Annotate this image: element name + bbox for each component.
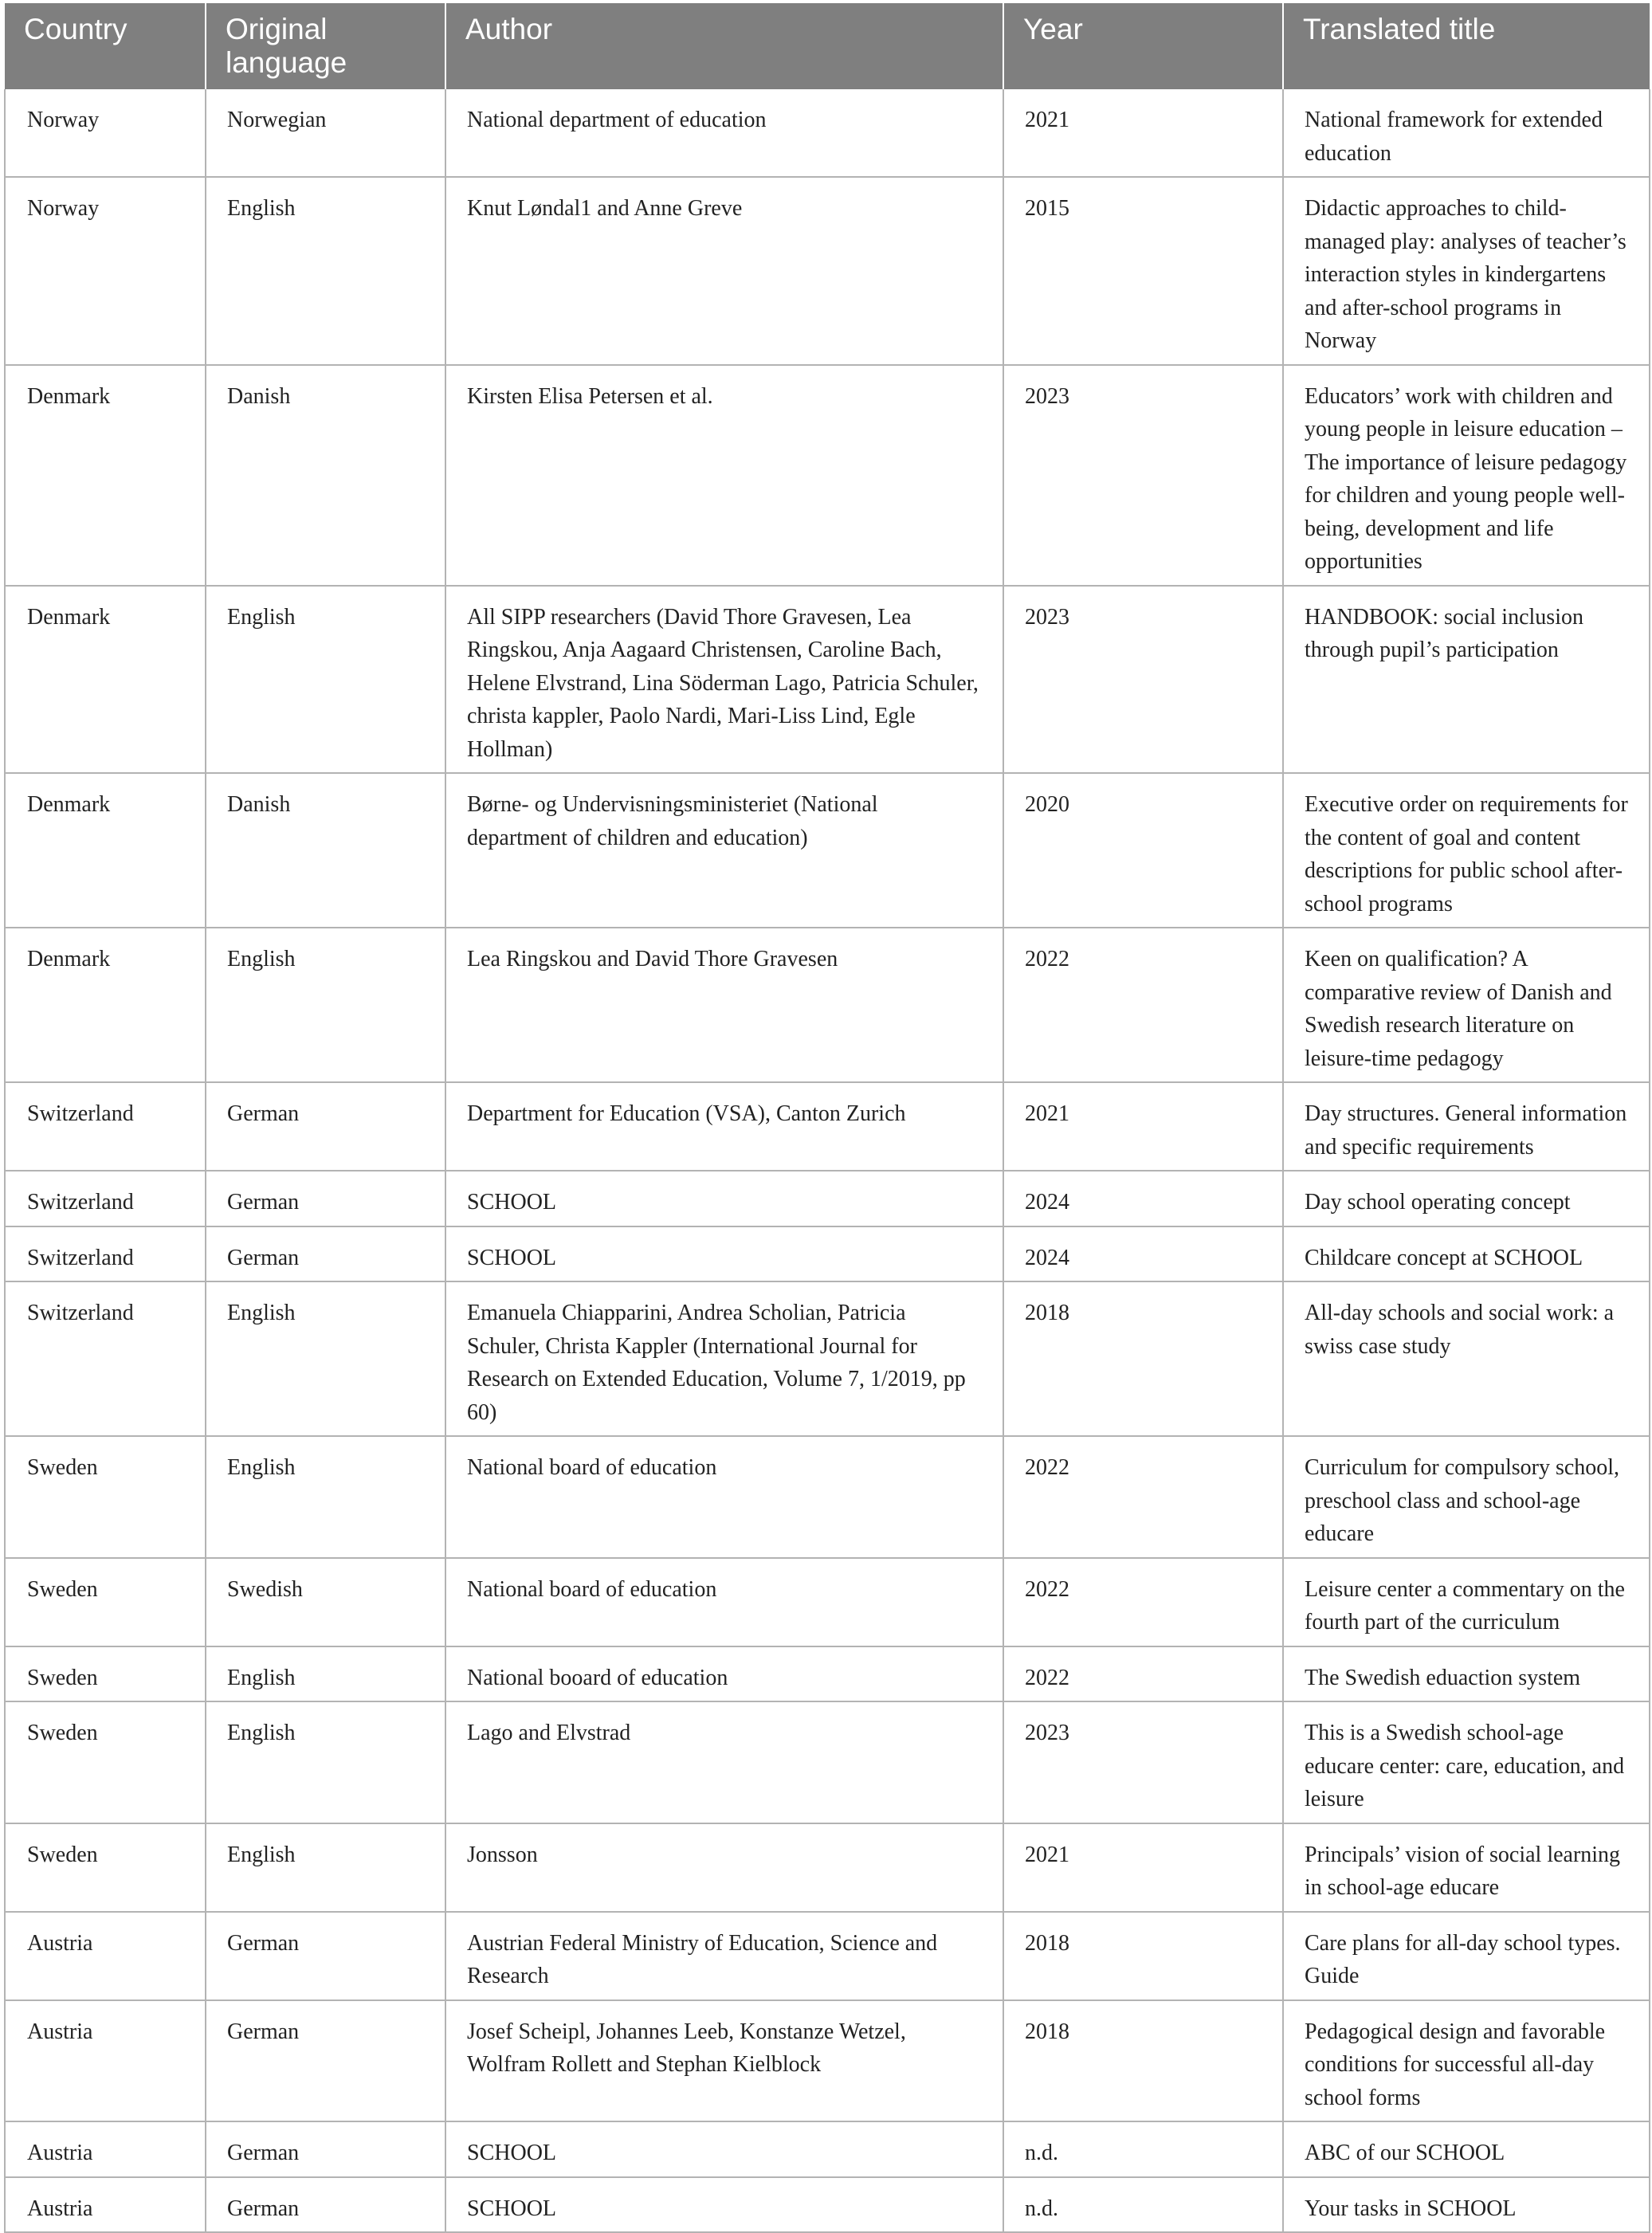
cell-original-language: German — [206, 2177, 445, 2233]
cell-year: n.d. — [1003, 2177, 1283, 2233]
cell-translated-title: Care plans for all-day school types. Guide — [1283, 1912, 1650, 2000]
cell-translated-title: The Swedish eduaction system — [1283, 1646, 1650, 1702]
cell-country: Switzerland — [5, 1171, 206, 1226]
cell-author: Børne- og Undervisningsministeriet (National department of children and education) — [445, 773, 1003, 928]
cell-country: Austria — [5, 2121, 206, 2177]
cell-translated-title: Your tasks in SCHOOL — [1283, 2177, 1650, 2233]
cell-author: Josef Scheipl, Johannes Leeb, Konstanze Wetzel, Wolfram Rollett and Stephan Kielblock — [445, 2000, 1003, 2122]
cell-original-language: Danish — [206, 365, 445, 586]
cell-original-language: English — [206, 928, 445, 1082]
cell-country: Sweden — [5, 1823, 206, 1912]
cell-original-language: German — [206, 1226, 445, 1282]
cell-year: 2023 — [1003, 365, 1283, 586]
cell-translated-title: Principals’ vision of social learning in school-age educare — [1283, 1823, 1650, 1912]
cell-country: Sweden — [5, 1558, 206, 1646]
cell-author: All SIPP researchers (David Thore Gravesen, Lea Ringskou, Anja Aagaard Christensen, Caroline Bach, Helene Elvstrand, Lina Söderman Lago, Patricia Schuler, christa kappler, Paolo Nardi, Mari-Liss Lind, Egle Hollman) — [445, 586, 1003, 774]
cell-year: n.d. — [1003, 2121, 1283, 2177]
cell-original-language: German — [206, 1082, 445, 1171]
cell-country: Denmark — [5, 586, 206, 774]
cell-original-language: English — [206, 1281, 445, 1436]
cell-year: 2023 — [1003, 1701, 1283, 1823]
cell-author: National board of education — [445, 1436, 1003, 1558]
cell-year: 2022 — [1003, 928, 1283, 1082]
cell-country: Austria — [5, 2000, 206, 2122]
table-row — [5, 1912, 1650, 2000]
cell-year: 2018 — [1003, 2000, 1283, 2122]
cell-translated-title: Keen on qualification? A comparative review of Danish and Swedish research literature on leisure-time pedagogy — [1283, 928, 1650, 1082]
table-row — [5, 1646, 1650, 1702]
cell-translated-title: Pedagogical design and favorable conditions for successful all-day school forms — [1283, 2000, 1650, 2122]
cell-year: 2021 — [1003, 1823, 1283, 1912]
table-row — [5, 1226, 1650, 1282]
cell-original-language: English — [206, 1701, 445, 1823]
cell-country: Denmark — [5, 365, 206, 586]
cell-author: Lago and Elvstrad — [445, 1701, 1003, 1823]
cell-translated-title: Didactic approaches to child-managed play: analyses of teacher’s interaction styles in kindergartens and after-school programs in Norway — [1283, 177, 1650, 365]
header-year: Year — [1003, 3, 1283, 89]
table-row — [5, 1558, 1650, 1646]
cell-country: Switzerland — [5, 1082, 206, 1171]
cell-original-language: Swedish — [206, 1558, 445, 1646]
cell-year: 2020 — [1003, 773, 1283, 928]
table-row — [5, 1082, 1650, 1171]
cell-translated-title: This is a Swedish school-age educare center: care, education, and leisure — [1283, 1701, 1650, 1823]
cell-author: National department of education — [445, 89, 1003, 177]
cell-author: SCHOOL — [445, 1171, 1003, 1226]
cell-country: Sweden — [5, 1436, 206, 1558]
cell-original-language: Danish — [206, 773, 445, 928]
cell-original-language: German — [206, 1912, 445, 2000]
cell-year: 2024 — [1003, 1226, 1283, 1282]
cell-original-language: English — [206, 1646, 445, 1702]
table-row — [5, 1171, 1650, 1226]
cell-year: 2021 — [1003, 89, 1283, 177]
header-row — [5, 3, 1650, 89]
cell-year: 2022 — [1003, 1558, 1283, 1646]
cell-country: Switzerland — [5, 1226, 206, 1282]
cell-author: Knut Løndal1 and Anne Greve — [445, 177, 1003, 365]
cell-country: Norway — [5, 177, 206, 365]
cell-original-language: German — [206, 2121, 445, 2177]
cell-original-language: English — [206, 586, 445, 774]
table-header — [5, 3, 1650, 89]
header-country: Country — [5, 3, 206, 89]
cell-author: National board of education — [445, 1558, 1003, 1646]
cell-author: Kirsten Elisa Petersen et al. — [445, 365, 1003, 586]
cell-author: SCHOOL — [445, 2177, 1003, 2233]
cell-year: 2021 — [1003, 1082, 1283, 1171]
cell-year: 2018 — [1003, 1281, 1283, 1436]
cell-country: Denmark — [5, 773, 206, 928]
cell-author: SCHOOL — [445, 1226, 1003, 1282]
cell-author: Austrian Federal Ministry of Education, Science and Research — [445, 1912, 1003, 2000]
cell-translated-title: HANDBOOK: social inclusion through pupil’s participation — [1283, 586, 1650, 774]
table-row — [5, 89, 1650, 177]
header-author: Author — [445, 3, 1003, 89]
cell-author: National booard of education — [445, 1646, 1003, 1702]
table-row — [5, 586, 1650, 774]
cell-country: Norway — [5, 89, 206, 177]
cell-original-language: English — [206, 1823, 445, 1912]
cell-year: 2024 — [1003, 1171, 1283, 1226]
table-row — [5, 928, 1650, 1082]
cell-year: 2015 — [1003, 177, 1283, 365]
cell-author: SCHOOL — [445, 2121, 1003, 2177]
cell-translated-title: Executive order on requirements for the content of goal and content descriptions for public school after-school programs — [1283, 773, 1650, 928]
cell-translated-title: All-day schools and social work: a swiss case study — [1283, 1281, 1650, 1436]
table-row — [5, 1823, 1650, 1912]
cell-translated-title: Childcare concept at SCHOOL — [1283, 1226, 1650, 1282]
cell-author: Lea Ringskou and David Thore Gravesen — [445, 928, 1003, 1082]
table-body — [5, 89, 1650, 2232]
cell-country: Sweden — [5, 1701, 206, 1823]
cell-country: Denmark — [5, 928, 206, 1082]
cell-translated-title: ABC of our SCHOOL — [1283, 2121, 1650, 2177]
table-row — [5, 773, 1650, 928]
cell-country: Austria — [5, 1912, 206, 2000]
cell-translated-title: Day structures. General information and specific requirements — [1283, 1082, 1650, 1171]
cell-original-language: English — [206, 177, 445, 365]
cell-author: Department for Education (VSA), Canton Zurich — [445, 1082, 1003, 1171]
header-translated-title: Translated title — [1283, 3, 1650, 89]
cell-year: 2022 — [1003, 1646, 1283, 1702]
cell-translated-title: Curriculum for compulsory school, preschool class and school-age educare — [1283, 1436, 1650, 1558]
cell-author: Emanuela Chiapparini, Andrea Scholian, Patricia Schuler, Christa Kappler (International Journal for Research on Extended Education, Volume 7, 1/2019, pp 60) — [445, 1281, 1003, 1436]
cell-translated-title: Leisure center a commentary on the fourth part of the curriculum — [1283, 1558, 1650, 1646]
table-row — [5, 2000, 1650, 2122]
table-row — [5, 1701, 1650, 1823]
cell-original-language: German — [206, 2000, 445, 2122]
cell-country: Switzerland — [5, 1281, 206, 1436]
cell-original-language: German — [206, 1171, 445, 1226]
cell-translated-title: Educators’ work with children and young people in leisure education – The importance of leisure pedagogy for children and young people well-being, development and life opportunities — [1283, 365, 1650, 586]
cell-translated-title: National framework for extended education — [1283, 89, 1650, 177]
cell-translated-title: Day school operating concept — [1283, 1171, 1650, 1226]
references-table — [4, 3, 1650, 2233]
cell-year: 2023 — [1003, 586, 1283, 774]
table-row — [5, 1281, 1650, 1436]
cell-year: 2022 — [1003, 1436, 1283, 1558]
cell-year: 2018 — [1003, 1912, 1283, 2000]
cell-author: Jonsson — [445, 1823, 1003, 1912]
cell-original-language: English — [206, 1436, 445, 1558]
cell-country: Sweden — [5, 1646, 206, 1702]
table-row — [5, 1436, 1650, 1558]
header-original-language: Original language — [206, 3, 445, 89]
table-row — [5, 2121, 1650, 2177]
table-row — [5, 177, 1650, 365]
cell-original-language: Norwegian — [206, 89, 445, 177]
table-row — [5, 365, 1650, 586]
cell-country: Austria — [5, 2177, 206, 2233]
table-row — [5, 2177, 1650, 2233]
